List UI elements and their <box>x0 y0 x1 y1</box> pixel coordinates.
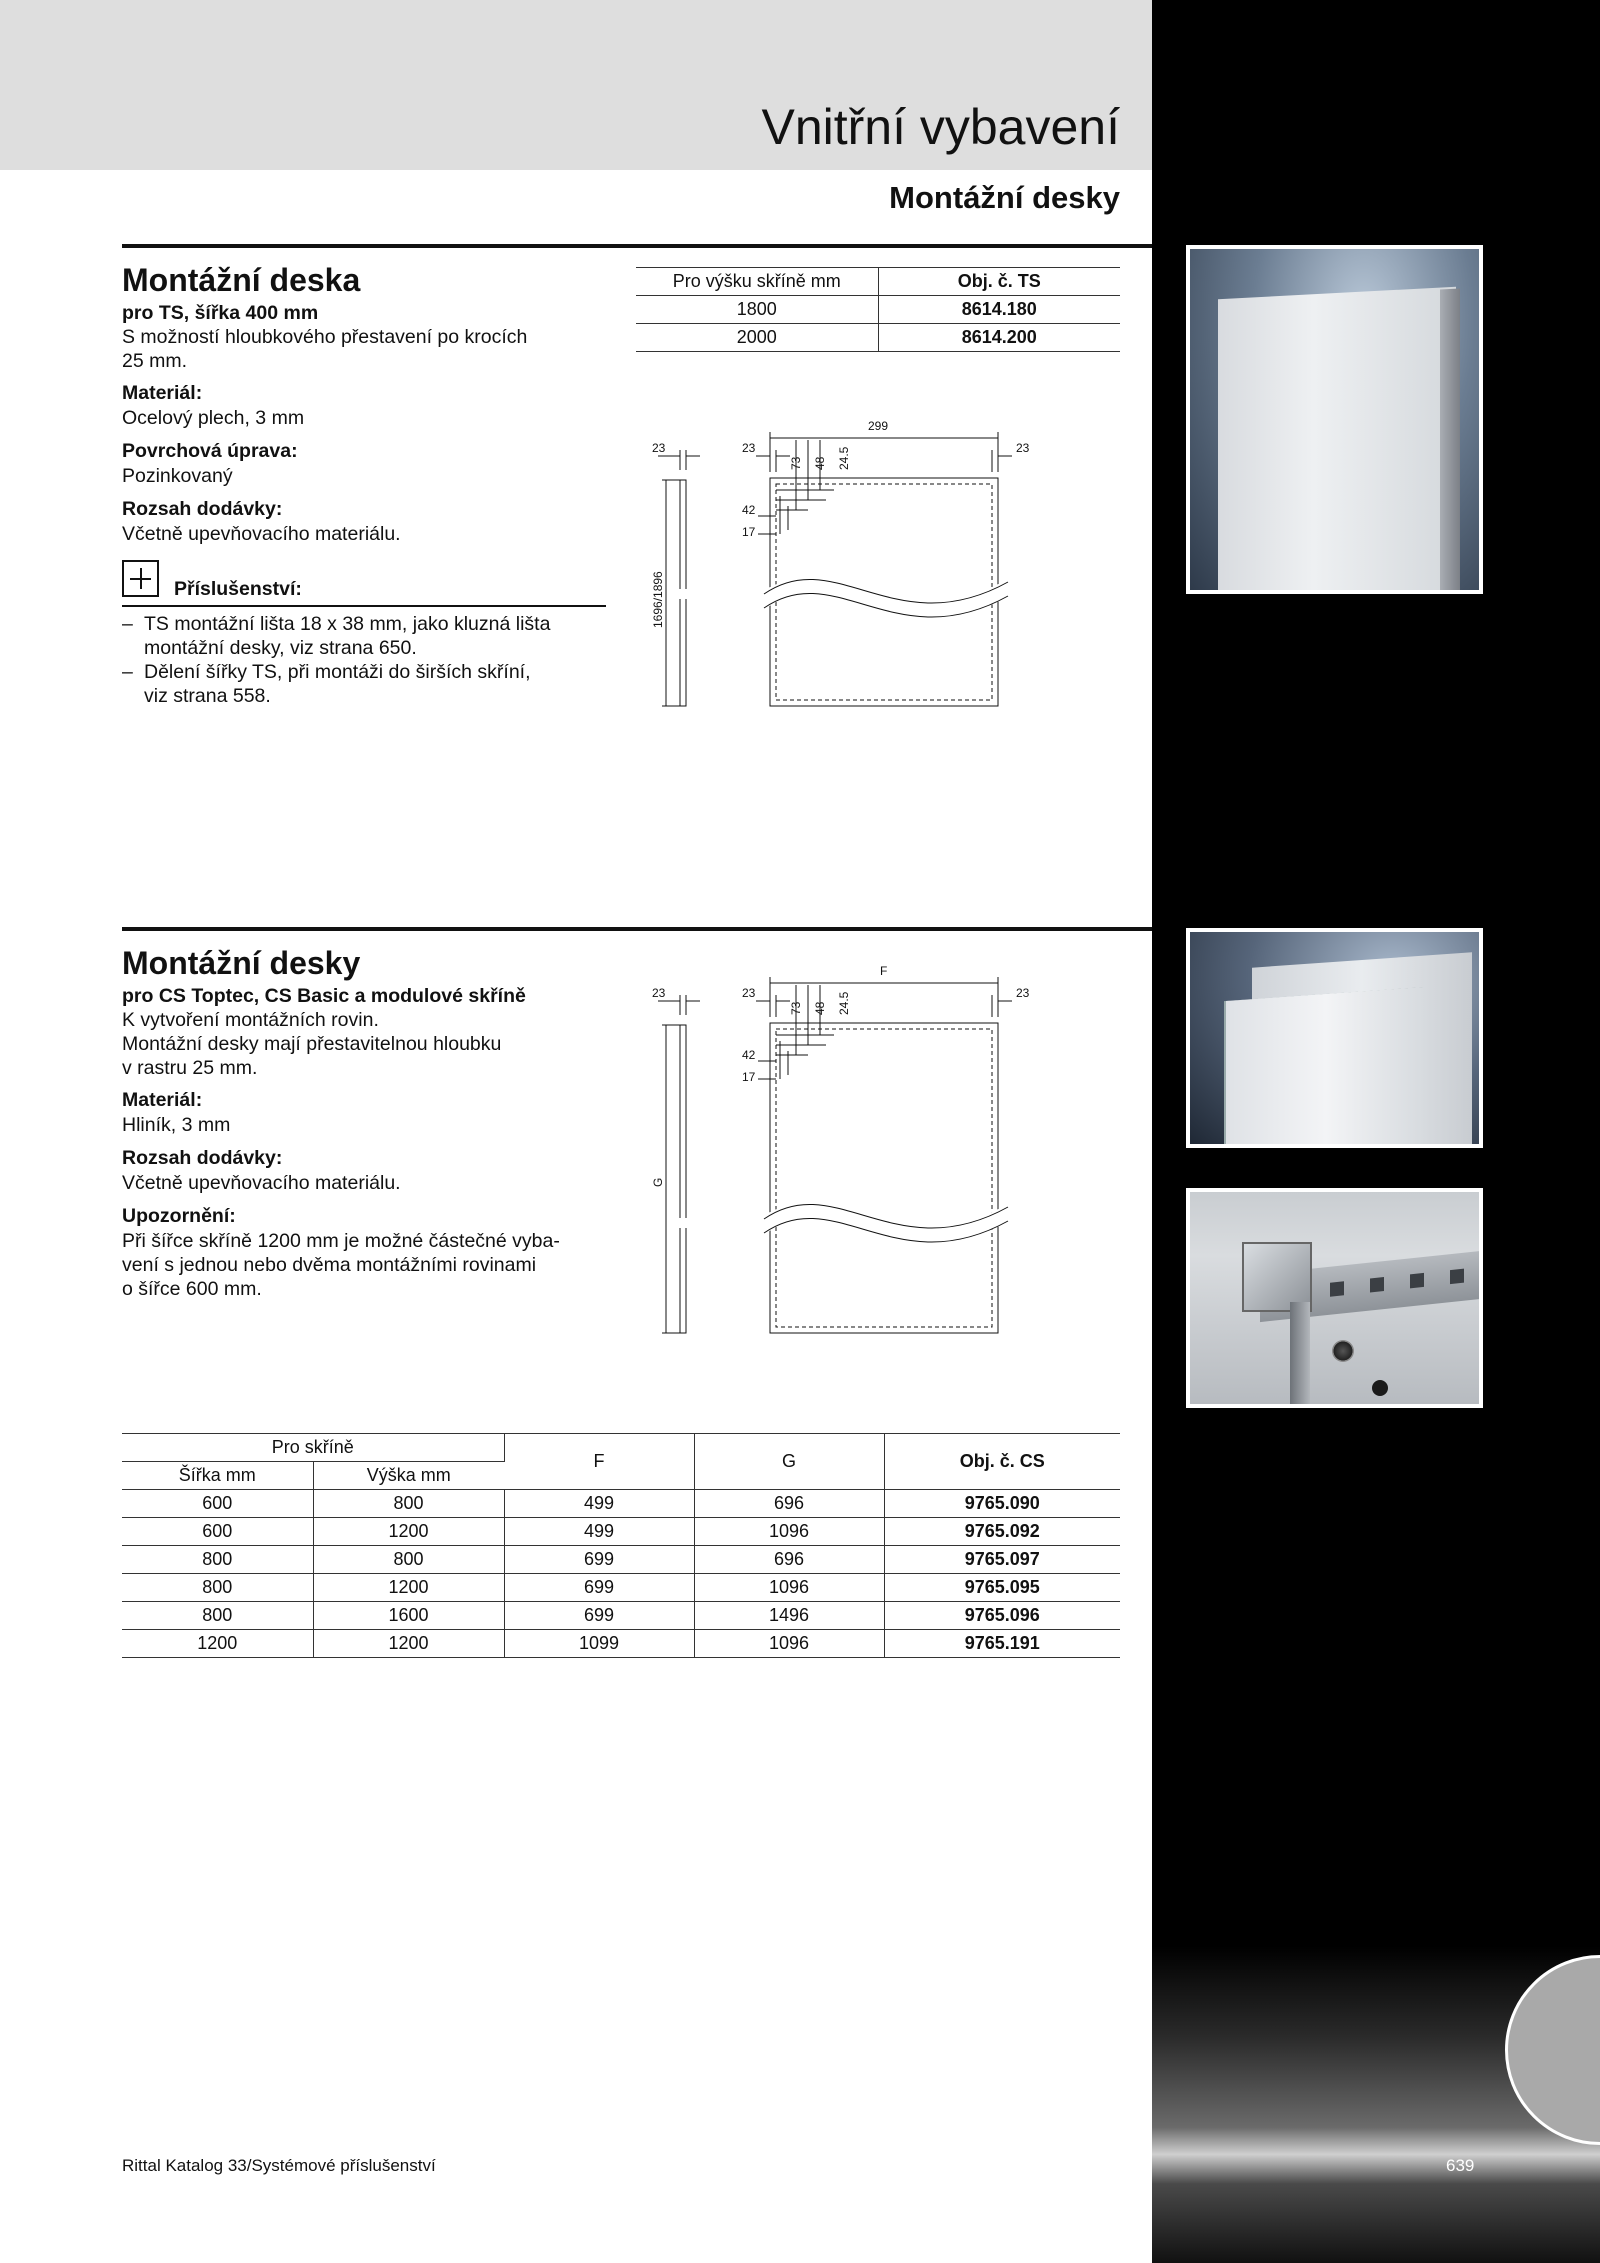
table-row: 800 800 699 696 9765.097 <box>122 1546 1120 1574</box>
product1-surface-label: Povrchová úprava: <box>122 440 298 462</box>
accessories-label: Příslušenství: <box>174 578 302 600</box>
product1-scope: Včetně upevňovacího materiálu. <box>122 523 401 545</box>
list-item: – TS montážní lišta 18 x 38 mm, jako kluzná lišta montážní desky, viz strana 650. <box>122 612 612 660</box>
table-row: 600 800 499 696 9765.090 <box>122 1490 1120 1518</box>
cs-order-table <box>122 1433 1120 1658</box>
product1-intro: S možností hloubkového přestavení po krocích 25 mm. <box>122 326 528 372</box>
product1-material-label: Materiál: <box>122 382 203 404</box>
dimension-drawing-ts <box>636 410 1096 730</box>
product1-material: Ocelový plech, 3 mm <box>122 407 305 429</box>
accessories-list <box>122 612 612 708</box>
table-header: F <box>504 1434 694 1490</box>
dim-total-width: 299 <box>868 419 889 433</box>
product1-scope-label: Rozsah dodávky: <box>122 498 283 520</box>
product2-note: Při šířce skříně 1200 mm je možné částečné vyba- vení s jednou nebo dvěma montážními rovinami o šířce 600 mm. <box>122 1230 560 1300</box>
accessories-rule <box>122 605 606 607</box>
table-header: Obj. č. CS <box>884 1434 1120 1490</box>
dim-left-margin: 23 <box>742 986 756 1000</box>
table-row: 1200 1200 1099 1096 9765.191 <box>122 1630 1120 1658</box>
dim-42: 42 <box>742 1048 756 1062</box>
dim-17: 17 <box>742 525 756 539</box>
dim-48: 48 <box>813 456 827 470</box>
dim-17: 17 <box>742 1070 756 1084</box>
footer-catalog: Rittal Katalog 33/Systémové příslušenství <box>122 2156 436 2175</box>
dim-right-margin: 23 <box>1016 986 1030 1000</box>
ts-order-table <box>636 267 1120 352</box>
product2-intro: K vytvoření montážních rovin. Montážní desky mají přestavitelnou hloubku v rastru 25 mm. <box>122 1009 502 1079</box>
dim-73: 73 <box>789 456 803 470</box>
dim-right-margin: 23 <box>1016 441 1030 455</box>
product2-note-label: Upozornění: <box>122 1205 236 1227</box>
dim-side-width: 23 <box>652 986 666 1000</box>
product2-material-label: Materiál: <box>122 1089 203 1111</box>
product2-subtitle: pro CS Toptec, CS Basic a modulové skříně <box>122 985 526 1007</box>
dim-height: G <box>651 1177 665 1187</box>
product-photo-mounting-detail <box>1186 1188 1483 1408</box>
table-header: Výška mm <box>313 1462 504 1490</box>
table-header: Obj. č. TS <box>878 268 1120 296</box>
dimension-drawing-cs <box>636 955 1096 1345</box>
product1-title: Montážní deska <box>122 262 361 298</box>
table-row: 1800 8614.180 <box>636 296 1120 324</box>
table-header: Pro výšku skříně mm <box>636 268 878 296</box>
table-row: 800 1600 699 1496 9765.096 <box>122 1602 1120 1630</box>
product2-scope-label: Rozsah dodávky: <box>122 1147 283 1169</box>
product2-material: Hliník, 3 mm <box>122 1114 231 1136</box>
table-row: 800 1200 699 1096 9765.095 <box>122 1574 1120 1602</box>
list-item: – Dělení šířky TS, při montáži do širších skříní, viz strana 558. <box>122 660 612 708</box>
dim-left-margin: 23 <box>742 441 756 455</box>
table-group-header: Pro skříně <box>122 1434 504 1462</box>
product-photo-cs-plates <box>1186 928 1483 1148</box>
product2-scope: Včetně upevňovacího materiálu. <box>122 1172 401 1194</box>
section-title: Montážní desky <box>889 180 1120 215</box>
page-number: 639 <box>1446 2156 1475 2175</box>
dim-side-width: 23 <box>652 441 666 455</box>
dim-24-5: 24.5 <box>837 446 851 470</box>
section-rule <box>122 244 1152 248</box>
table-row: 600 1200 499 1096 9765.092 <box>122 1518 1120 1546</box>
dim-24-5: 24.5 <box>837 991 851 1015</box>
section-rule <box>122 927 1152 931</box>
table-header: G <box>694 1434 884 1490</box>
table-header: Šířka mm <box>122 1462 313 1490</box>
dim-height: 1696/1896 <box>651 571 665 628</box>
dim-48: 48 <box>813 1001 827 1015</box>
product1-subtitle: pro TS, šířka 400 mm <box>122 302 319 324</box>
table-row: 2000 8614.200 <box>636 324 1120 352</box>
chapter-title: Vnitřní vybavení <box>761 99 1120 155</box>
product2-title: Montážní desky <box>122 945 361 981</box>
product-photo-ts-plate <box>1186 245 1483 594</box>
dim-42: 42 <box>742 503 756 517</box>
plus-icon <box>122 560 159 597</box>
dim-73: 73 <box>789 1001 803 1015</box>
dim-total-width: F <box>880 964 888 978</box>
product1-surface: Pozinkovaný <box>122 465 233 487</box>
